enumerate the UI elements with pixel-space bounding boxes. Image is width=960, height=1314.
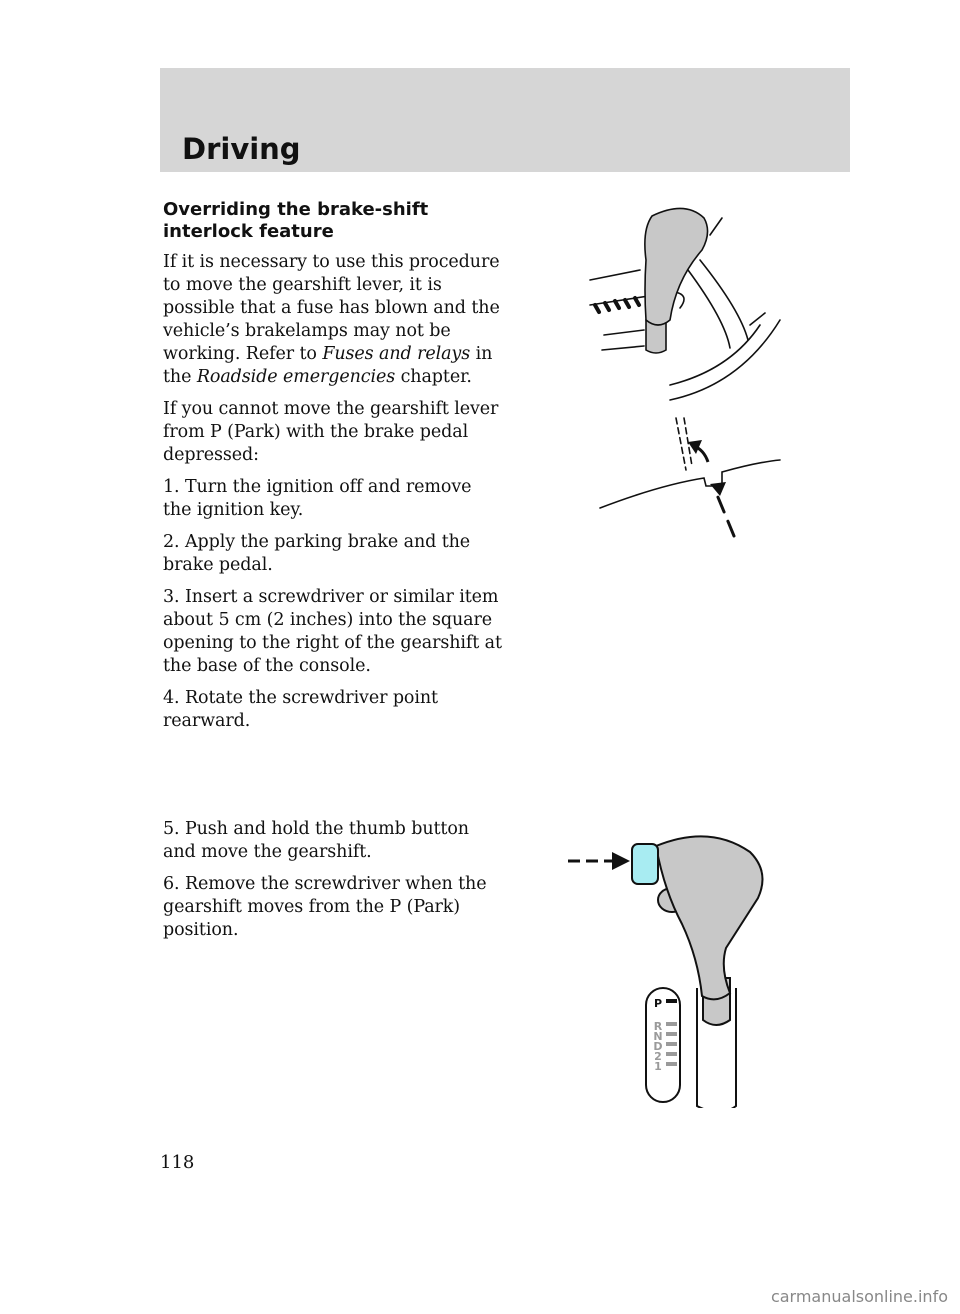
gear-label-r: R [653, 1020, 663, 1033]
step-2: 2. Apply the parking brake and the brake pedal. [163, 532, 471, 575]
push-arrow-icon [612, 852, 630, 870]
step-4: 4. Rotate the screwdriver point rearward. [163, 688, 438, 731]
section-heading-line1: Overriding the brake-shift [163, 199, 429, 220]
step-3: 3. Insert a screwdriver or similar item about 5 cm (2 inches) into the square opening to the right of the gearshift at the base of the console. [163, 587, 502, 676]
gear-label-2: 2 [654, 1050, 662, 1063]
reference-roadside: Roadside emergencies [196, 367, 396, 387]
thumb-button [632, 844, 658, 884]
text-column-top [163, 199, 503, 742]
page-title: Driving [182, 132, 301, 166]
gear-label-d: D [653, 1040, 663, 1053]
section-heading [163, 199, 503, 243]
page-number: 118 [160, 1152, 195, 1173]
step-6: 6. Remove the screwdriver when the gearshift moves from the P (Park) position. [163, 874, 487, 940]
figure-console-screwdriver [580, 200, 800, 540]
condition-paragraph: If you cannot move the gearshift lever from P (Park) with the brake pedal depressed: [163, 399, 499, 465]
step-1: 1. Turn the ignition off and remove the ignition key. [163, 477, 472, 520]
section-heading-line2: interlock feature [163, 221, 334, 242]
text-column-bottom [163, 818, 503, 951]
gear-label-1: 1 [654, 1060, 662, 1073]
insert-arrow-icon [710, 482, 726, 496]
gear-label-p: P [653, 997, 663, 1010]
gearshift-knob [656, 836, 763, 999]
reference-fuses: Fuses and relays [322, 344, 471, 364]
intro-paragraph: If it is necessary to use this procedure to move the gearshift lever, it is possible that a fuse has blown and the vehicle’s brakelamps may not be working. Refer to Fuses and relays in the Roadside emergencies chapter. [163, 252, 500, 387]
gearshift-knob [645, 208, 708, 325]
footer-watermark: carmanualsonline.info [770, 1287, 948, 1306]
figure-gearshift-thumb-button [560, 828, 790, 1108]
gear-label-n: N [653, 1030, 663, 1043]
step-5: 5. Push and hold the thumb button and move the gearshift. [163, 819, 469, 862]
